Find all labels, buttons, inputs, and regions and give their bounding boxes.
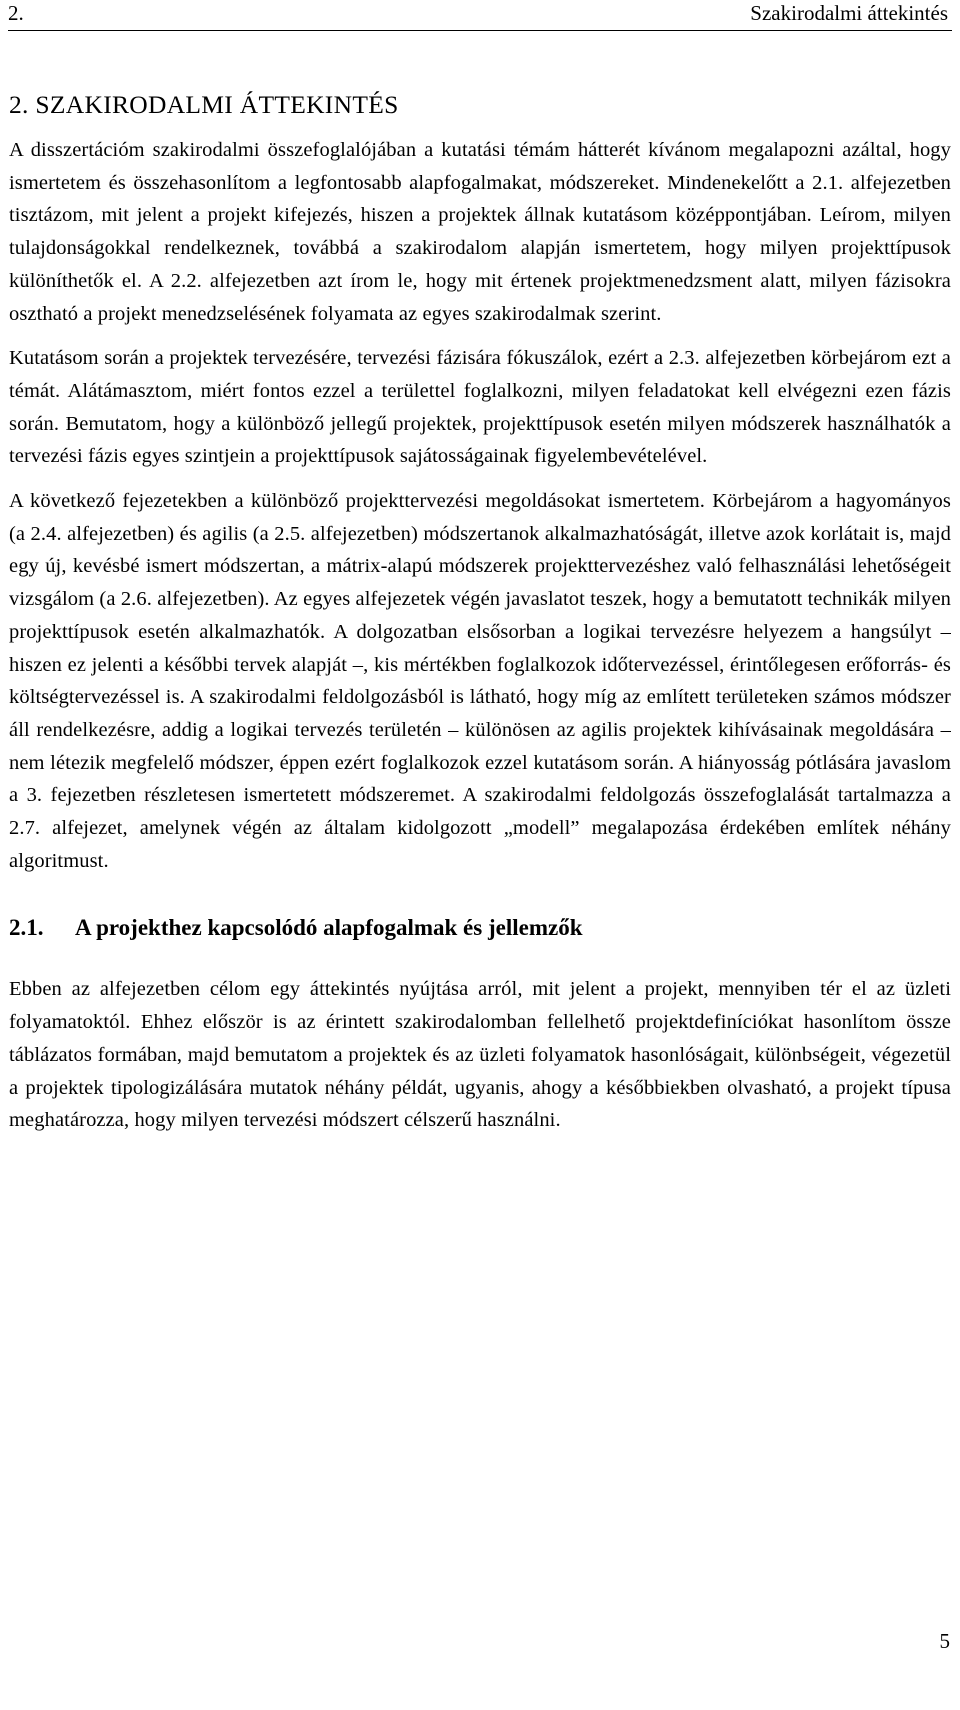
- header-chapter-title: Szakirodalmi áttekintés: [750, 1, 948, 25]
- running-header: [8, 0, 952, 31]
- paragraph-chapter-overview: A következő fejezetekben a különböző projekttervezési megoldásokat ismertetem. Körbejárom a hagyományos (a 2.4. alfejezetben) és agilis (a 2.5. alfejezetben) módszertanok alkalmazhatóságát, illetve azok korlátait is, majd egy új, kevésbé ismert módszertan, a mátrix-alapú módszerek projekttervezéshez való felhasználási lehetőségeit vizsgálom (a 2.6. alfejezetben). Az egyes alfejezetek végén javaslatot teszek, hogy a bemutatott technikák milyen projekttípusok esetén alkalmazhatók. A dolgozatban elsősorban a logikai tervezésre helyezem a hangsúlyt – hiszen ez jelenti a későbbi tervek alapját –, kis mértékben foglalkozok időtervezéssel, érintőlegesen erőforrás- és költségtervezéssel is. A szakirodalmi feldolgozásból is látható, hogy míg az említett területeken számos módszer áll rendelkezésre, addig a logikai tervezés területén – különösen az agilis projektek kihívásainak megoldására – nem létezik megfelelő módszer, éppen ezért foglalkozok ezzel kutatásom során. A hiányosság pótlására javaslom a 3. fejezetben részletesen ismertetett módszeremet. A szakirodalmi feldolgozás összefoglalását tartalmazza a 2.7. alfejezet, amelynek végén az általam kidolgozott „modell” megalapozása érdekében említek néhány algoritmust.: [9, 490, 951, 872]
- paragraph-section-intro: Ebben az alfejezetben célom egy áttekintés nyújtása arról, mit jelent a projekt, mennyiben tér el az üzleti folyamatoktól. Ehhez először is az érintett szakirodalomban fellelhető projektdefiníciókat hasonlítom össze táblázatos formában, majd bemutatom a projektek és az üzleti folyamatok hasonlóságait, különbségeit, végezetül a projektek tipologizálására mutatok néhány példát, ugyanis, ahogy a későbbiekben olvasható, a projekt típusa meghatározza, hogy milyen tervezési módszert célszerű használni.: [9, 978, 951, 1132]
- paragraph-research-focus: Kutatásom során a projektek tervezésére, tervezési fázisára fókuszálok, ezért a 2.3. alfejezetben körbejárom ezt a témát. Alátámasztom, miért fontos ezzel a területtel foglalkozni, milyen feladatokat kell elvégezni ezen fázis során. Bemutatom, hogy a különböző jellegű projektek, projekttípusok esetén milyen módszerek használhatók a tervezési fázis egyes szintjein a projekttípusok sajátosságainak figyelembevételével.: [9, 347, 951, 468]
- page-number: 5: [939, 1629, 950, 1653]
- paragraph-intro: A disszertációm szakirodalmi összefoglalójában a kutatási témám hátterét kívánom megalapozni azáltal, hogy ismertetem és összehasonlítom a legfontosabb alapfogalmakat, módszereket. Mindenekelőtt a 2.1. alfejezetben tisztázom, mit jelent a projekt kifejezés, hiszen a projektek állnak kutatásom középpontjában. Leírom, milyen tulajdonságokkal rendelkeznek, továbbá a szakirodalom alapján ismertetem, hogy milyen projekttípusok különíthetők el. A 2.2. alfejezetben azt írom le, hogy mit értenek projektmenedzsment alatt, milyen fázisokra osztható a projekt menedzselésének folyamata az egyes szakirodalmak szerint.: [9, 139, 951, 325]
- section-title-text: A projekthez kapcsolódó alapfogalmak és jellemzők: [75, 915, 583, 941]
- page-content: [9, 88, 951, 1137]
- header-chapter-number: 2.: [8, 1, 24, 25]
- section-number: 2.1.: [9, 915, 44, 941]
- chapter-title: 2. SZAKIRODALMI ÁTTEKINTÉS: [9, 90, 399, 119]
- section-title: [9, 913, 951, 943]
